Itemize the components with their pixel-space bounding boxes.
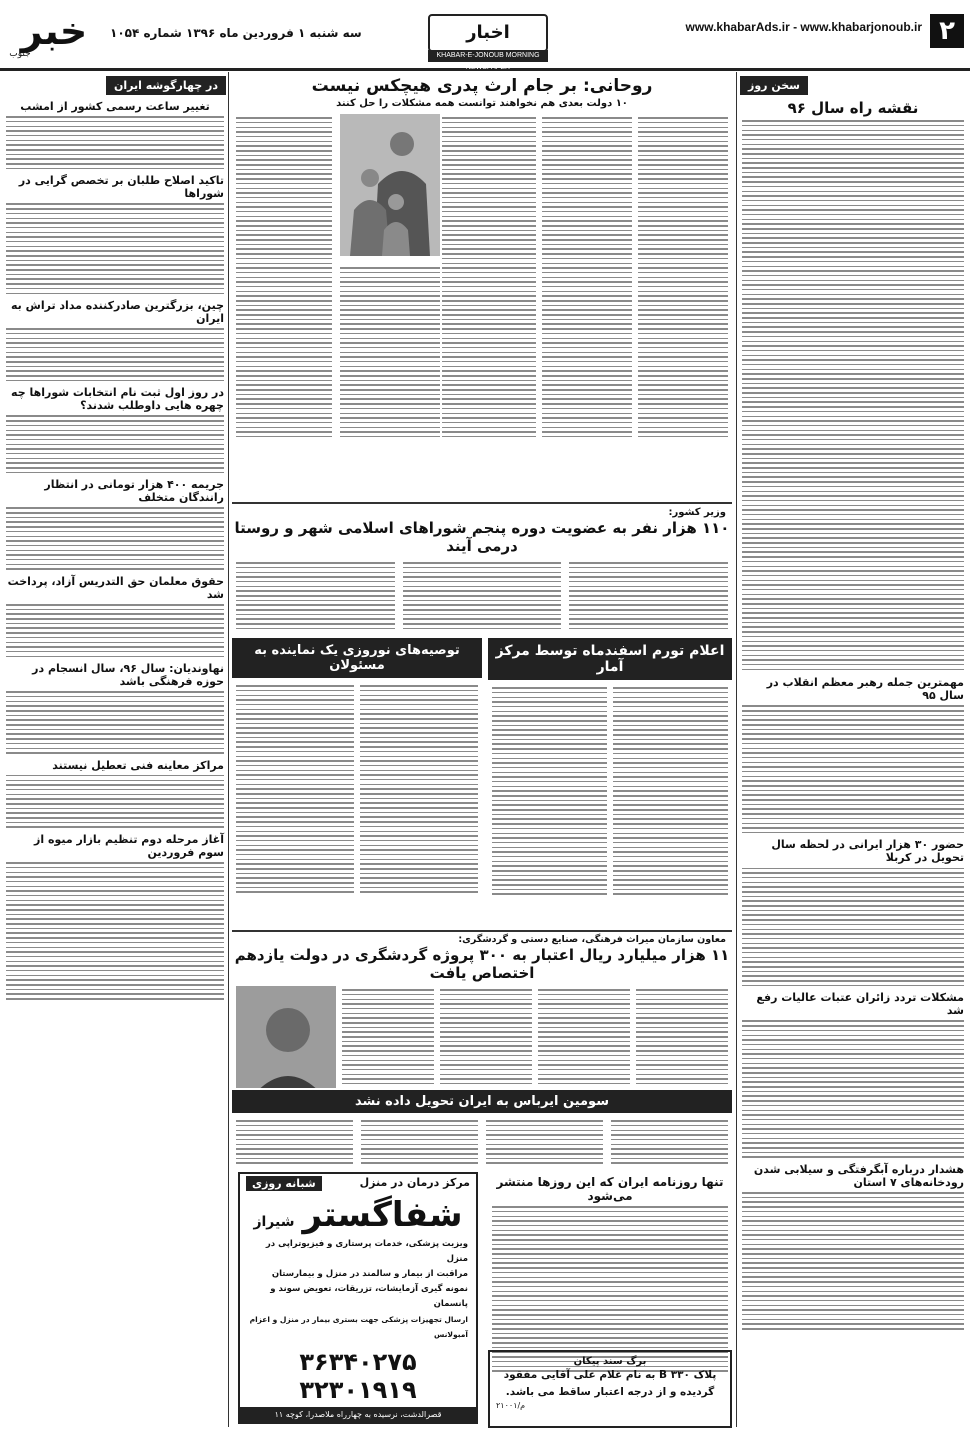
story3-headline: اعلام تورم اسفندماه توسط مرکز آمار bbox=[488, 638, 732, 680]
story-council-elections bbox=[232, 505, 732, 635]
section-divider bbox=[232, 502, 732, 504]
masthead bbox=[0, 0, 970, 71]
article-headline: مراکز معاینه فنی تعطیل نیستند bbox=[52, 758, 224, 772]
article-body bbox=[6, 507, 224, 569]
ad-city: شیراز bbox=[253, 1214, 295, 1230]
story5-body bbox=[538, 986, 630, 1088]
article-headline: مشکلات تردد زائران عتبات عالیات رفع شد bbox=[756, 991, 964, 1018]
story5-headline: ۱۱ هزار میلیارد ریال اعتبار به ۳۰۰ پروژه گردشگری در دولت یازدهم اختصاص یافت bbox=[234, 946, 730, 982]
column-rule bbox=[736, 72, 737, 1427]
article-body bbox=[6, 203, 224, 294]
article-body bbox=[742, 1192, 964, 1329]
column-rule bbox=[228, 72, 229, 1427]
story2-body bbox=[403, 559, 562, 633]
story2-kicker: وزیر کشور: bbox=[668, 507, 726, 518]
logo-text: خبر bbox=[20, 9, 88, 53]
newspaper-logo bbox=[6, 2, 102, 60]
article-headline: حضور ۳۰ هزار ایرانی در لحظه سال تحویل در کربلا bbox=[771, 838, 964, 865]
story7-body bbox=[488, 1206, 732, 1372]
story3-body bbox=[613, 684, 728, 898]
article-body bbox=[6, 691, 224, 753]
story5-body bbox=[440, 986, 532, 1088]
section-title: اخبار bbox=[428, 14, 548, 52]
official-portrait-photo bbox=[236, 986, 336, 1088]
story6-body bbox=[361, 1117, 478, 1167]
article-headline: حقوق معلمان حق التدریس آزاد، پرداخت شد bbox=[7, 574, 224, 601]
article-headline: در روز اول ثبت نام انتخابات شوراها چه چهره هایی داوطلب شدند؟ bbox=[11, 386, 224, 413]
article-headline: جریمه ۴۰۰ هزار تومانی در انتظار رانندگان متخلف bbox=[44, 478, 224, 505]
story6-body bbox=[611, 1117, 728, 1167]
article-body bbox=[742, 1020, 964, 1157]
story6-headline: سومین ایرباس به ایران تحویل داده نشد bbox=[232, 1090, 732, 1113]
lost-notice-text: پلاک ۳۳۰ B به نام غلام علی آقایی مفقود گردیده و از درجه اعتبار ساقط می باشد. bbox=[503, 1369, 717, 1398]
editorial-headline: نقشه راه سال ۹۶ bbox=[787, 99, 919, 117]
main-subheadline: ۱۰ دولت بعدی هم نخواهند توانست همه مشکلات را حل کنند bbox=[336, 98, 628, 109]
main-body-col2 bbox=[542, 114, 632, 441]
ad-top-right-label: مرکز درمان در منزل bbox=[359, 1176, 470, 1189]
logo-small-text: جنوب bbox=[9, 49, 31, 59]
ad-brand: شفاگستر bbox=[302, 1195, 463, 1235]
main-body-col5 bbox=[340, 264, 440, 441]
article-headline: چین، بزرگترین صادرکننده مداد تراش به ایران bbox=[11, 299, 224, 325]
article-headline: آغاز مرحله دوم تنظیم بازار میوه از سوم فروردین bbox=[34, 832, 224, 859]
story2-body bbox=[569, 559, 728, 633]
story-nowruz-advice bbox=[232, 638, 482, 928]
right-column bbox=[740, 74, 966, 1429]
story5-kicker: معاون سازمان میراث فرهنگی، صنایع دستی و گردشگری: bbox=[458, 934, 726, 945]
rouhani-family-photo bbox=[340, 114, 440, 256]
header-urls[interactable]: www.khabarAds.ir - www.khabarjonoub.ir bbox=[685, 20, 922, 34]
article-body bbox=[6, 604, 224, 657]
article-headline: تاکید اصلاح طلبان بر تخصص گرایی در شوراها bbox=[18, 174, 224, 201]
story-inflation bbox=[488, 638, 732, 928]
article-headline: هشدار درباره آبگرفتگی و سیلابی شدن رودخانه‌های ۷ استان bbox=[753, 1162, 964, 1189]
article-headline: نهاوندیان: سال ۹۶، سال انسجام در حوزه فرهنگی باشد bbox=[32, 662, 224, 689]
story6-body bbox=[236, 1117, 353, 1167]
story4-body bbox=[236, 682, 354, 896]
article-body bbox=[742, 705, 964, 833]
lost-notice-title: برگ سند پیکان bbox=[573, 1356, 647, 1367]
ad-phone-2[interactable]: ۳۲۳۰۱۹۱۹ bbox=[299, 1376, 417, 1404]
article-body bbox=[742, 868, 964, 987]
left-column bbox=[4, 74, 226, 1429]
story-newspaper bbox=[488, 1170, 732, 1428]
main-headline: روحانی: بر جام ارث پدری هیچکس نیست bbox=[311, 76, 653, 96]
shafagostar-ad[interactable] bbox=[238, 1172, 478, 1424]
story3-body bbox=[492, 684, 607, 898]
story4-body bbox=[360, 682, 478, 896]
lost-notice-ref: م/۲۱۰۰۱ bbox=[496, 1401, 526, 1410]
column-tag-sokhan-rooz: سخن روز bbox=[740, 76, 808, 95]
ad-phone-1[interactable]: ۳۶۳۴۰۲۷۵ bbox=[299, 1348, 417, 1376]
story7-headline: تنها روزنامه ایران که این روزها منتشر می‌شود bbox=[496, 1175, 724, 1203]
section-subtitle: KHABAR-E-JONOUB MORNING NEWSPAPER bbox=[428, 50, 548, 62]
article-body bbox=[6, 116, 224, 169]
ad-service: ارسال تجهیزات پزشکی جهت بستری بیمار در منزل و اعزام آمبولانس bbox=[249, 1315, 468, 1339]
main-body-col4 bbox=[236, 114, 332, 441]
ad-address: قصرالدشت، نرسیده به چهارراه ملاصدرا، کوچه ۱۱ bbox=[240, 1407, 476, 1422]
story5-body bbox=[636, 986, 728, 1088]
article-body bbox=[6, 862, 224, 999]
lost-document-notice bbox=[488, 1350, 732, 1428]
article-body bbox=[6, 415, 224, 473]
story-tourism bbox=[232, 932, 732, 1088]
main-story bbox=[232, 74, 732, 502]
story5-body bbox=[342, 986, 434, 1088]
dateline: سه شنبه ۱ فروردین ماه ۱۳۹۶ شماره ۱۰۵۴ bbox=[110, 26, 362, 40]
story2-body bbox=[236, 559, 395, 633]
main-body-col1 bbox=[638, 114, 728, 441]
editorial-body bbox=[742, 120, 964, 670]
ad-top-left-label: شبانه روزی bbox=[246, 1176, 322, 1191]
ad-service: ویزیت پزشکی، خدمات پرستاری و فیزیوتراپی در منزل bbox=[265, 1239, 468, 1264]
story4-headline: توصیه‌های نوروزی یک نماینده به مسئولان bbox=[232, 638, 482, 678]
column-tag-iran: در چهارگوشه ایران bbox=[106, 76, 226, 95]
story-airbus bbox=[232, 1090, 732, 1168]
page-number: ۲ bbox=[930, 14, 964, 48]
article-body bbox=[6, 775, 224, 828]
article-headline: تغییر ساعت رسمی کشور از امشب bbox=[20, 100, 210, 113]
article-headline: مهمترین جمله رهبر معظم انقلاب در سال ۹۵ bbox=[766, 676, 964, 703]
ad-service: نمونه گیری آزمایشات، تزریقات، تعویض سوند و پانسمان bbox=[270, 1284, 468, 1309]
main-body-col3 bbox=[442, 114, 536, 441]
story2-headline: ۱۱۰ هزار نفر به عضویت دوره پنجم شوراهای اسلامی شهر و روستا درمی آیند bbox=[234, 519, 730, 555]
article-body bbox=[6, 328, 224, 381]
story6-body bbox=[486, 1117, 603, 1167]
ad-service: مراقبت از بیمار و سالمند در منزل و بیمارستان bbox=[271, 1269, 468, 1279]
